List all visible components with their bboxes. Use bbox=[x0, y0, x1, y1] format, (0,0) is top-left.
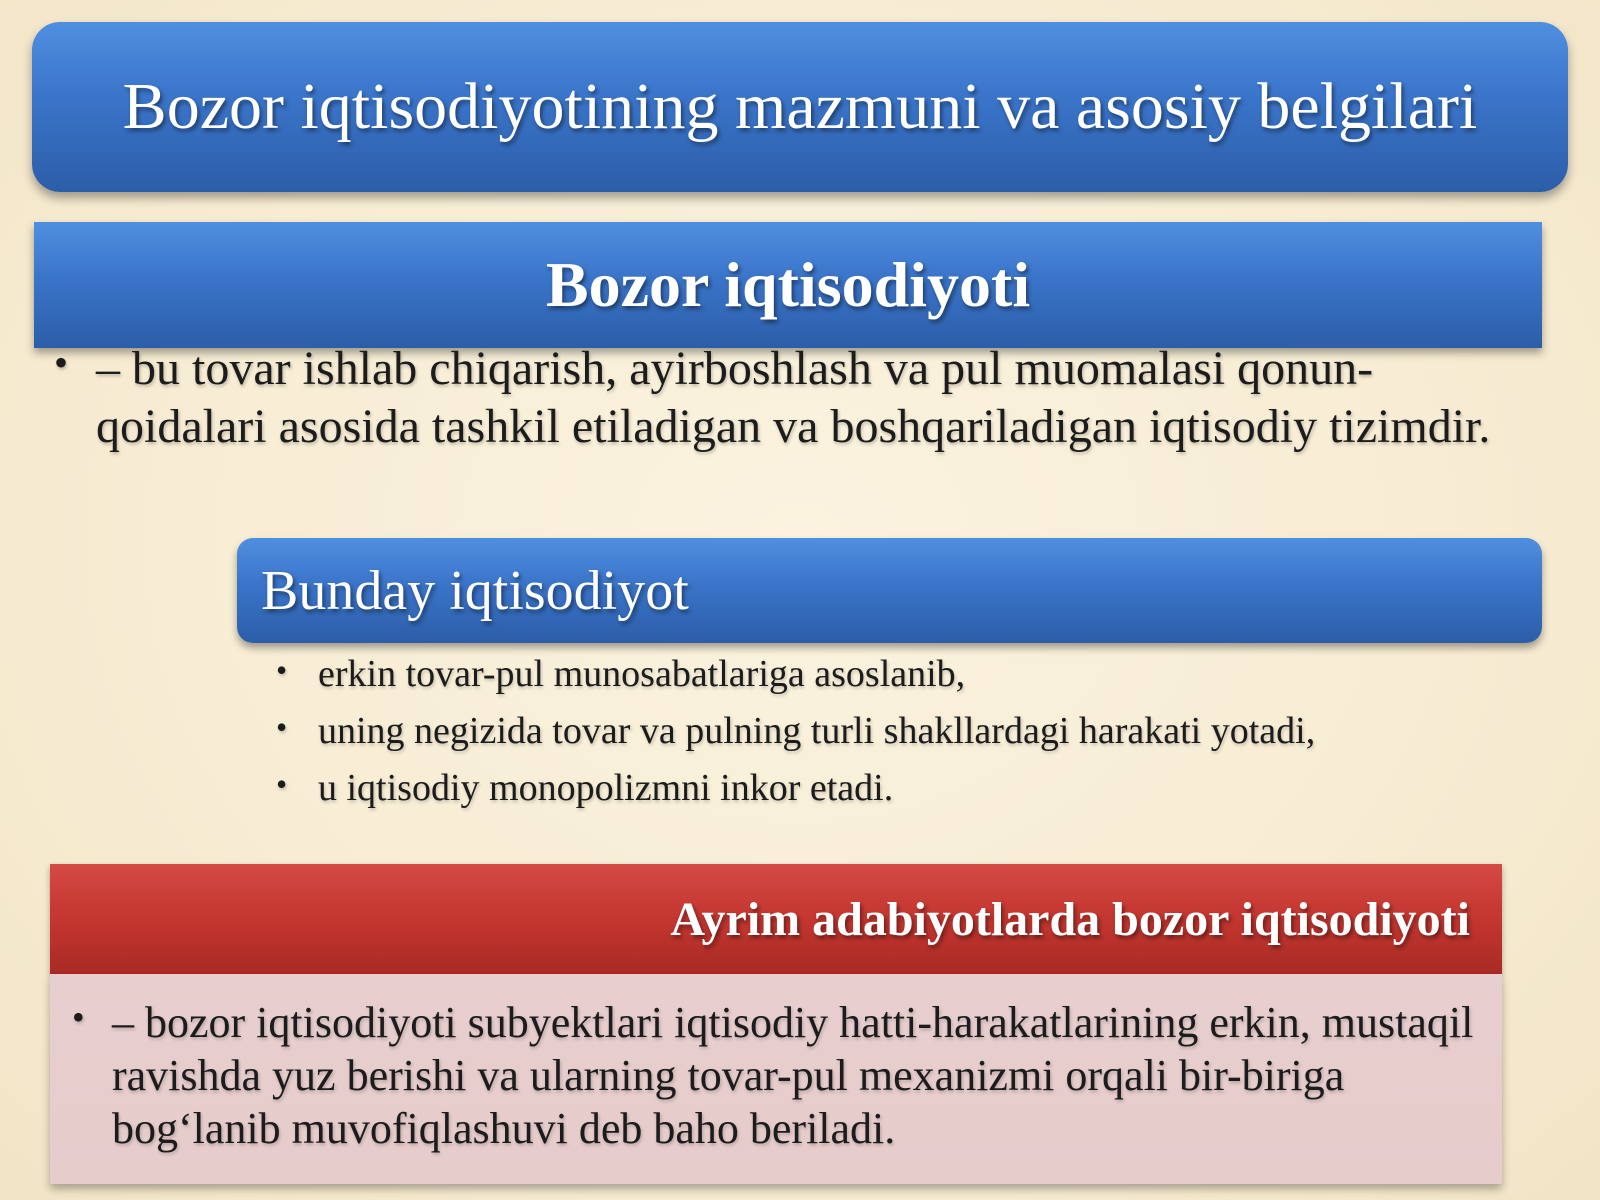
definition-list bbox=[54, 340, 1514, 456]
section-header: Bozor iqtisodiyoti bbox=[545, 249, 1031, 320]
definition-text: – bu tovar ishlab chiqarish, ayirboshlash va pul muomalasi qonun-qoidalari asosida tashkil etiladigan va boshqariladigan iqtisodiy tizimdir. bbox=[96, 342, 1491, 453]
feature-item bbox=[276, 760, 1576, 817]
bullet-icon: • bbox=[276, 766, 288, 802]
alt-definition-panel bbox=[50, 974, 1502, 1184]
bullet-icon: • bbox=[276, 652, 288, 688]
section-header-box bbox=[34, 222, 1542, 348]
slide-title-box bbox=[32, 22, 1568, 192]
feature-text: erkin tovar-pul munosabatlariga asoslanib, bbox=[318, 653, 966, 695]
alt-header: Ayrim adabiyotlarda bozor iqtisodiyoti bbox=[670, 892, 1470, 946]
alt-definition-item bbox=[72, 996, 1492, 1155]
slide-title: Bozor iqtisodiyotining mazmuni va asosiy belgilari bbox=[122, 70, 1478, 143]
subheader: Bunday iqtisodiyot bbox=[261, 559, 689, 622]
feature-text: u iqtisodiy monopolizmni inkor etadi. bbox=[318, 767, 894, 809]
feature-item bbox=[276, 646, 1576, 703]
features-list bbox=[276, 646, 1576, 817]
subheader-box bbox=[237, 538, 1542, 643]
alt-header-box bbox=[50, 864, 1502, 974]
alt-definition-list bbox=[72, 996, 1492, 1155]
feature-item bbox=[276, 703, 1576, 760]
definition-item bbox=[54, 340, 1514, 456]
bullet-icon: • bbox=[276, 709, 288, 745]
bullet-icon: • bbox=[54, 340, 69, 385]
alt-definition-text: – bozor iqtisodiyoti subyektlari iqtisodiy hatti-harakatlarining erkin, mustaqil ravishda yuz berishi va ularning tovar-pul mexanizmi orqali bir-biriga bog‘lanib muvofiqlashuvi deb baho beriladi. bbox=[112, 998, 1474, 1153]
bullet-icon: • bbox=[72, 997, 85, 1037]
feature-text: uning negizida tovar va pulning turli shakllardagi harakati yotadi, bbox=[318, 710, 1316, 752]
